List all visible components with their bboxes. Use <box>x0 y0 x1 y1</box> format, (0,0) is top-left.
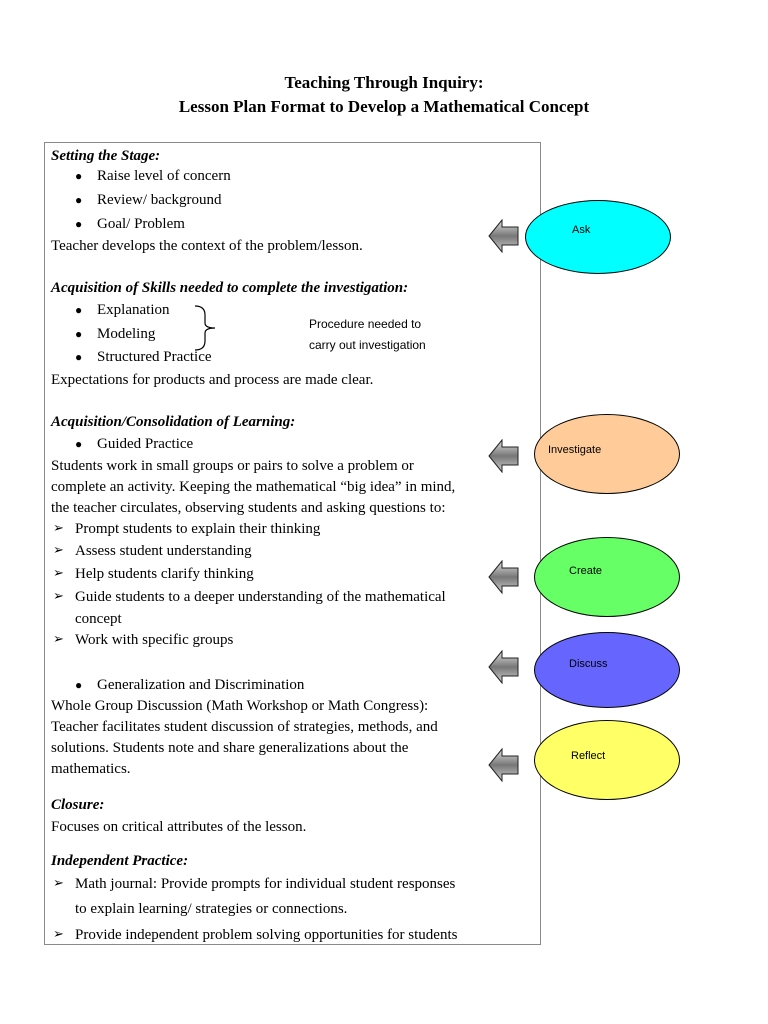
stage-ellipse-discuss <box>534 632 680 708</box>
list-item: Generalization and Discrimination <box>97 677 305 693</box>
stage-ellipse-reflect <box>534 720 680 800</box>
setting-stage-text: Teacher develops the context of the problem/lesson. <box>51 238 363 254</box>
left-arrow-icon <box>488 650 520 684</box>
stage-ellipse-create <box>534 537 680 617</box>
list-item: Guided Practice <box>97 436 194 452</box>
list-item: Explanation <box>97 302 170 318</box>
left-arrow-icon <box>488 219 520 253</box>
stage-ellipse-ask <box>525 200 671 274</box>
stage-label: Investigate <box>548 444 602 456</box>
arrowhead-bullet-icon: ➢ <box>53 565 64 580</box>
generalization-text-line: Whole Group Discussion (Math Workshop or Math Congress): <box>51 698 429 714</box>
procedure-note-line1: Procedure needed to <box>309 317 422 331</box>
list-item: Review/ background <box>97 192 222 208</box>
consolidation-text-line: Students work in small groups or pairs to solve a problem or <box>51 458 414 474</box>
arrowhead-bullet-icon: ➢ <box>53 520 64 535</box>
document-title-line1: Teaching Through Inquiry: <box>284 73 484 92</box>
independent-heading: Independent Practice: <box>51 853 189 869</box>
list-item: Work with specific groups <box>75 632 234 648</box>
stage-label: Ask <box>572 224 591 236</box>
list-item-continuation: to explain learning/ strategies or connections. <box>75 901 348 917</box>
bullet-dot: ● <box>75 327 83 341</box>
arrowhead-bullet-icon: ➢ <box>53 588 64 603</box>
arrowhead-bullet-icon: ➢ <box>53 631 64 646</box>
closure-heading: Closure: <box>51 797 105 813</box>
stage-label: Reflect <box>571 750 606 762</box>
bullet-dot: ● <box>75 437 83 451</box>
list-item: Math journal: Provide prompts for individual student responses <box>75 876 456 892</box>
list-item-continuation: concept <box>75 611 122 627</box>
list-item: Help students clarify thinking <box>75 566 254 582</box>
list-item: Provide independent problem solving opportunities for students <box>75 927 458 943</box>
generalization-text-line: solutions. Students note and share generalizations about the <box>51 740 409 756</box>
consolidation-text-line: complete an activity. Keeping the mathematical “big idea” in mind, <box>51 479 456 495</box>
acquisition-skills-heading: Acquisition of Skills needed to complete the investigation: <box>51 280 409 296</box>
document-title-line2: Lesson Plan Format to Develop a Mathematical Concept <box>178 97 590 116</box>
curly-brace <box>191 303 221 353</box>
consolidation-heading: Acquisition/Consolidation of Learning: <box>51 414 296 430</box>
list-item: Prompt students to explain their thinking <box>75 521 321 537</box>
bullet-dot: ● <box>75 303 83 317</box>
procedure-note-line2: carry out investigation <box>309 338 426 352</box>
generalization-text-line: Teacher facilitates student discussion of strategies, methods, and <box>51 719 438 735</box>
setting-stage-heading: Setting the Stage: <box>51 148 161 164</box>
bullet-dot: ● <box>75 169 83 183</box>
consolidation-text-line: the teacher circulates, observing students and asking questions to: <box>51 500 446 516</box>
bullet-dot: ● <box>75 350 83 364</box>
generalization-text-line: mathematics. <box>51 761 131 777</box>
stage-label: Discuss <box>569 658 608 670</box>
arrowhead-bullet-icon: ➢ <box>53 542 64 557</box>
stage-label: Create <box>569 565 603 577</box>
acquisition-skills-text: Expectations for products and process are made clear. <box>51 372 374 388</box>
closure-text: Focuses on critical attributes of the lesson. <box>51 819 307 835</box>
lesson-plan-box <box>44 142 541 945</box>
arrowhead-bullet-icon: ➢ <box>53 875 64 890</box>
list-item: Raise level of concern <box>97 168 231 184</box>
stage-ellipse-investigate <box>534 414 680 494</box>
list-item: Assess student understanding <box>75 543 252 559</box>
bullet-dot: ● <box>75 678 83 692</box>
list-item: Guide students to a deeper understanding of the mathematical <box>75 589 446 605</box>
bullet-dot: ● <box>75 193 83 207</box>
list-item: Modeling <box>97 326 156 342</box>
bullet-dot: ● <box>75 217 83 231</box>
list-item: Goal/ Problem <box>97 216 185 232</box>
left-arrow-icon <box>488 439 520 473</box>
arrowhead-bullet-icon: ➢ <box>53 926 64 941</box>
list-item: Structured Practice <box>97 349 212 365</box>
left-arrow-icon <box>488 748 520 782</box>
left-arrow-icon <box>488 560 520 594</box>
